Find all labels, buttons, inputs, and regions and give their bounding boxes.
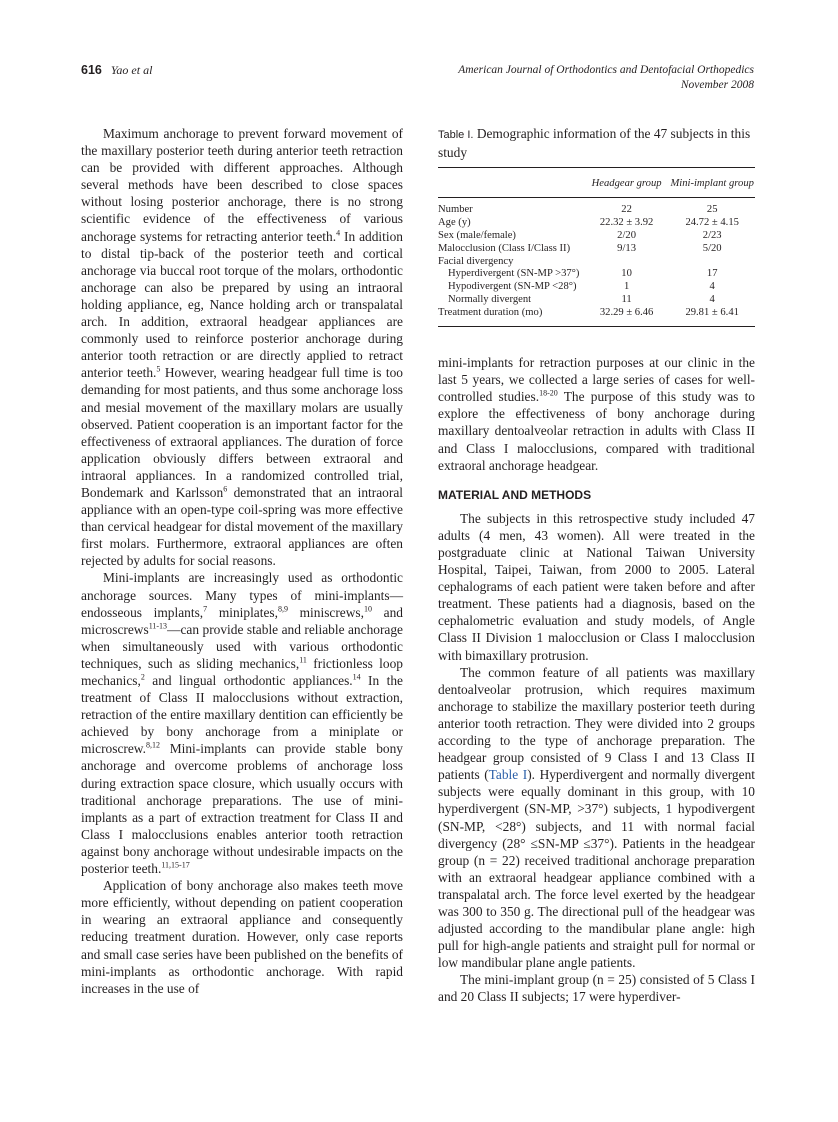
headgear-value: 22.32 ± 3.92 [599, 216, 654, 228]
paragraph: The mini-implant group (n = 25) consisted of 5 Class I and 20 Class II subjects; 17 were hyperdiver- [438, 972, 755, 1005]
citation[interactable]: 6 [223, 484, 228, 494]
row-label: Number [438, 197, 584, 216]
left-column [81, 125, 403, 997]
table-row [438, 230, 755, 243]
citation[interactable]: 8,12 [145, 740, 160, 750]
headgear-value: 10 [621, 268, 632, 280]
section-heading: MATERIAL AND METHODS [438, 487, 592, 502]
issue-date: November 2008 [680, 79, 754, 91]
headgear-value: 1 [623, 281, 630, 293]
running-header-left [81, 63, 152, 78]
mini-implant-value: 25 [669, 197, 755, 216]
row-label: Normally divergent [448, 294, 532, 306]
row-label: Hyperdivergent (SN-MP >37°) [448, 268, 580, 280]
citation[interactable]: 14 [352, 672, 361, 682]
table-caption: Table I. Demographic information of the 47 subjects in this study [438, 126, 751, 160]
headgear-value [584, 256, 670, 269]
running-authors: Yao et al [110, 63, 153, 77]
paragraph: Mini-implants are increasingly used as orthodontic anchorage sources. Many types of mini-implants—endosseous implants,$^7$ miniplates,$^{8,9}$ miniscrews,$^{10}$ and microscrews$^{11-13}$—can provide stable and reliable anchorage when simultaneously used with various orthodontic techniques, such as sliding mechanics,$^{11}$ frictionless loop mechanics,$^2$ and lingual orthodontic appliances.$^{14}$ In the treatment of Class II malocclusions without extraction, retraction of the entire maxillary dentition can efficiently be achieved by bony anchorage from a miniplate or microscrew.$^{8,12}$ Mini-implants can provide stable bony anchorage and overcome problems of anchorage loss during extraction space closure, which usually occurs with traditional anchorage preparations. The use of mini-implants as a part of extraction treatment for Class II and Class I malocclusions enables anterior tooth retraction against bony anchorage without undesirable impacts on the posterior teeth.$^{11,15-17}$ [81, 570, 403, 877]
headgear-value: 11 [621, 294, 632, 306]
right-column [438, 125, 755, 1006]
mini-implant-value: 24.72 ± 4.15 [685, 216, 739, 228]
citation[interactable]: 8,9 [277, 604, 288, 614]
journal-name: American Journal of Orthodontics and Dentofacial Orthopedics [458, 64, 754, 76]
table-row [438, 307, 755, 326]
mini-implant-value: 17 [706, 268, 718, 280]
table-row [438, 197, 755, 216]
table-row [438, 256, 755, 269]
row-label: Hypodivergent (SN-MP <28°) [448, 281, 577, 293]
mini-implant-value: 5/20 [702, 242, 722, 254]
mini-implant-value: 29.81 ± 6.41 [669, 307, 755, 326]
row-label: Treatment duration (mo) [438, 307, 584, 326]
paragraph: mini-implants for retraction purposes at our clinic in the last 5 years, we collected a large series of cases for well-controlled studies.$^{18-20}$ The purpose of this study was to explore the effectiveness of bony anchorage during maxillary dentoalveolar retraction in adults with Class II and Class I malocclusions, compared with traditional extraoral anchorage headgear. [438, 355, 755, 473]
paragraph: Maximum anchorage to prevent forward movement of the maxillary posterior teeth during anterior teeth retraction can be provided with different approaches. Although several methods have been described to close spaces without losing posterior anchorage, there is no strong scientific evidence of the effectiveness of various anchorage systems for retracting anterior teeth.$^4$ In addition to distal tip-back of the posterior teeth and cortical anchorage via buccal root torque of the molars, orthodontic anchorage can also be prepared by using an intraoral holding appliance, eg, Nance holding arch or transpalatal arch. In addition, extraoral headgear appliances are commonly used to reinforce posterior anchorage during anterior tooth retraction or are directly applied to retract anterior teeth.$^5$ However, wearing headgear full time is too demanding for most patients, and thus some anchorage loss and mesial movement of the maxillary molars are usually observed. Patient cooperation is an important factor for the effectiveness of extraoral appliances. The duration of force application obviously differs between extraoral and intraoral appliances. In a randomized controlled trial, Bondemark and Karlsson$^6$ demonstrated that an intraoral appliance with an open-type coil-spring was more effective than cervical headgear for distal movement of the maxillary first molars. Furthermore, extraoral appliances are often rejected by adults for social reasons. [81, 126, 403, 569]
column-header: Mini-implant group [670, 178, 754, 189]
headgear-value: 9/13 [617, 242, 637, 254]
row-label: Malocclusion (Class I/Class II) [438, 242, 571, 254]
citation[interactable]: 2 [140, 672, 145, 682]
table-row [438, 243, 755, 256]
table-link[interactable]: Table I [488, 767, 528, 783]
table-label: Table I. [438, 129, 474, 141]
mini-implant-value: 4 [709, 294, 715, 306]
paragraph: Application of bony anchorage also makes teeth move more efficiently, without depending on patient cooperation in wearing an extraoral appliance and consequently reducing treatment duration. However, only case reports and small case series have been published on the benefits of mini-implants as orthodontic anchorage. With rapid increases in the use of [81, 878, 403, 996]
table-row [438, 268, 755, 281]
citation[interactable]: 11-13 [148, 621, 168, 631]
citation[interactable]: 10 [363, 604, 372, 614]
headgear-value: 2/20 [617, 229, 637, 241]
citation[interactable]: 11,15-17 [161, 860, 190, 870]
headgear-value: 32.29 ± 6.46 [584, 307, 670, 326]
table-row [438, 217, 755, 230]
paragraph: The common feature of all patients was maxillary dentoalveolar protrusion, which requires maximum anchorage to stabilize the maxillary posterior teeth during anterior tooth retraction. They were divided into 2 groups according to the type of anchorage preparation. The headgear group consisted of 9 Class I and 13 Class II patients (Table I). Hyperdivergent and normally divergent subjects were equally dominant in this group, with 10 hyperdivergent (SN-MP, >37°) subjects, 1 hypodivergent (SN-MP, <28°) subjects, and 11 with normal facial divergency (28° ≤SN-MP ≤37°). Patients in the headgear group (n = 22) received traditional anchorage preparation with an extraoral headgear appliance combined with a transpalatal arch. The force level exerted by the headgear was 300 to 350 g. The directional pull of the headgear was adjusted according to the mandibular plane angle: high pull for high-angle patients and straight pull for normal or low mandibular plane angle patients. [438, 664, 755, 971]
table-row [438, 281, 755, 294]
mini-implant-value: 4 [709, 281, 715, 293]
headgear-value: 22 [584, 197, 670, 216]
citation[interactable]: 7 [203, 604, 208, 614]
mini-implant-value [669, 256, 755, 269]
table-row [438, 294, 755, 307]
page-number: 616 [81, 63, 102, 77]
citation[interactable]: 5 [156, 364, 161, 374]
paragraph: The subjects in this retrospective study included 47 adults (4 men, 43 women). All were treated in the postgraduate clinic at National Taiwan University Hospital, Taipei, Taiwan, from 2000 to 2005. Lateral cephalograms of each patient were taken before and after treatment. These patients had a diagnosis, based on the cephalometric evaluation and study models, of Angle Class II Division 1 malocclusion or Class I malocclusion with bimaxillary protrusion. [438, 510, 755, 663]
citation[interactable]: 18-20 [539, 388, 558, 398]
row-label: Facial divergency [438, 255, 514, 267]
mini-implant-value: 2/23 [702, 229, 722, 241]
row-label: Sex (male/female) [438, 229, 516, 241]
citation[interactable]: 11 [299, 655, 307, 665]
citation[interactable]: 4 [336, 228, 341, 238]
row-label: Age (y) [438, 216, 471, 228]
column-header: Headgear group [591, 178, 662, 189]
running-header-right [334, 63, 754, 93]
demographic-table [438, 167, 755, 327]
